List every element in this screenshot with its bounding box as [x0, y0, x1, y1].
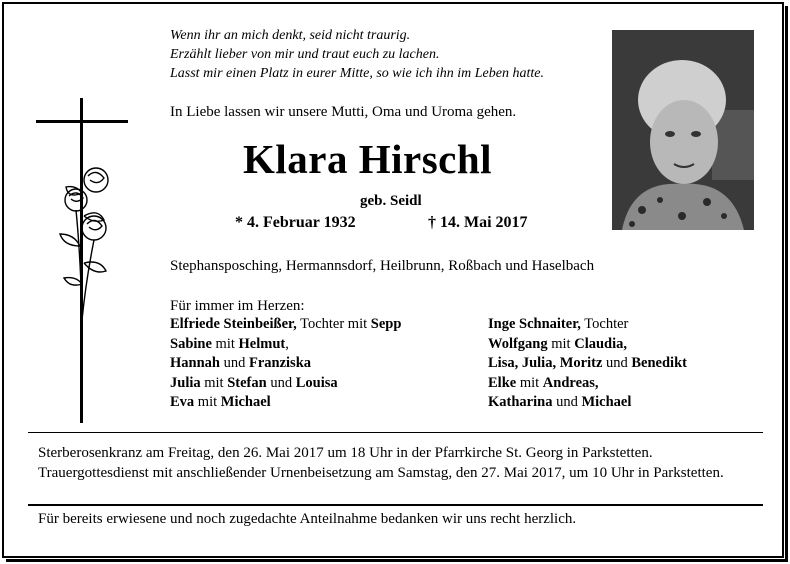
- cross-with-roses-icon: [36, 98, 132, 428]
- mourner-relation: mit: [200, 374, 228, 391]
- maiden-name: geb. Seidl: [360, 193, 422, 209]
- mourner-name: Sabine: [170, 335, 212, 352]
- mourner-name: Stefan: [227, 374, 267, 391]
- mourner-relation: und: [602, 355, 632, 371]
- mourner-name: Andreas,: [542, 374, 599, 391]
- mourner-name: Sepp: [370, 316, 402, 332]
- mourner-name: Lisa, Julia, Moritz: [488, 355, 603, 371]
- portrait-image: [612, 30, 754, 230]
- mourner-name: Julia: [170, 374, 201, 391]
- mourner-relation: mit: [194, 394, 221, 410]
- birth-date: * 4. Februar 1932: [235, 214, 356, 231]
- mourner-name: Michael: [220, 394, 271, 410]
- mourner-relation: mit: [547, 335, 575, 352]
- mourner-line: [488, 315, 687, 335]
- mourner-line: [488, 374, 687, 394]
- mourner-name: Inge Schnaiter,: [488, 316, 581, 332]
- mourner-relation: Tochter: [580, 316, 629, 332]
- mourner-line: [170, 374, 401, 394]
- mourner-line: [170, 315, 401, 335]
- mourner-name: Franziska: [248, 355, 312, 371]
- mourner-line: [170, 354, 401, 374]
- mourner-name: Claudia,: [574, 335, 628, 352]
- mourner-name: Helmut: [238, 335, 286, 352]
- divider: [28, 504, 763, 506]
- mourner-relation: ,: [285, 335, 289, 352]
- mourner-name: Elfriede Steinbeißer,: [170, 316, 297, 332]
- mourner-name: Katharina: [488, 394, 553, 410]
- poem-line: Wenn ihr an mich denkt, seid nicht traurig.: [170, 28, 411, 43]
- places-text: Stephansposching, Hermannsdorf, Heilbrunn, Roßbach und Haselbach: [170, 258, 595, 274]
- mourner-name: Eva: [170, 394, 195, 410]
- poem: [170, 26, 544, 83]
- poem-line: Erzählt lieber von mir und traut euch zu lachen.: [170, 47, 440, 62]
- death-date: † 14. Mai 2017: [428, 214, 528, 231]
- mourner-name: Michael: [581, 394, 632, 410]
- mourner-name: Elke: [488, 374, 517, 391]
- funeral-details: Sterberosenkranz am Freitag, den 26. Mai 2017 um 18 Uhr in der Pfarrkirche St. Georg in Parkstetten. Trauergottesdienst mit anschließender Urnenbeisetzung am Samstag, den 27. Mai 2017, um 10 Uhr in Parkstetten.: [38, 445, 724, 481]
- intro-text: In Liebe lassen wir unsere Mutti, Oma und Uroma gehen.: [170, 104, 517, 120]
- thanks-text: Für bereits erwiesene und noch zugedachte Anteilnahme bedanken wir uns recht herzlich.: [38, 511, 577, 527]
- mourner-relation: mit: [516, 374, 543, 391]
- deceased-name: Klara Hirschl: [243, 136, 493, 182]
- mourner-name: Wolfgang: [488, 335, 548, 352]
- mourner-name: Louisa: [295, 374, 338, 391]
- mourner-line: [170, 393, 401, 413]
- mourner-relation: und: [219, 355, 249, 371]
- mourner-relation: mit: [211, 335, 239, 352]
- mourner-line: [170, 335, 401, 355]
- mourner-line: [488, 354, 687, 374]
- divider: [28, 432, 763, 433]
- poem-line: Lasst mir einen Platz in eurer Mitte, so wie ich ihn im Leben hatte.: [170, 66, 544, 81]
- mourners-intro: Für immer im Herzen:: [170, 298, 305, 314]
- portrait-photo: [612, 30, 754, 230]
- mourner-line: [488, 335, 687, 355]
- mourners-right-column: [488, 315, 687, 413]
- mourners-left-column: [170, 315, 401, 413]
- mourner-relation: und: [552, 394, 582, 410]
- mourner-line: [488, 393, 687, 413]
- mourner-relation: Tochter mit: [296, 316, 371, 332]
- mourner-relation: und: [266, 374, 296, 391]
- mourner-name: Hannah: [170, 355, 220, 371]
- mourner-name: Benedikt: [631, 355, 687, 371]
